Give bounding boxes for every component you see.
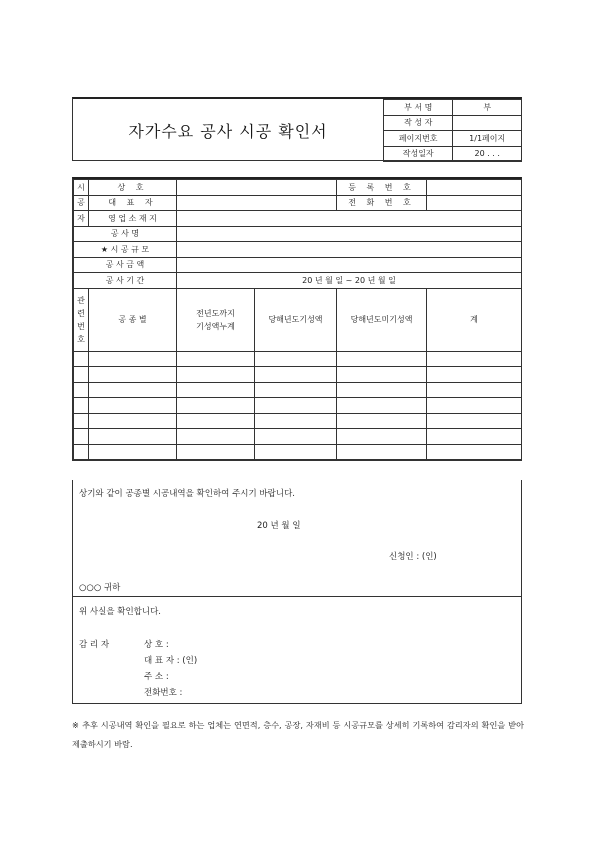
side-char: 시 [74,180,89,196]
phone-label: 전 화 번 호 [337,195,427,211]
meta-value-page: 1/1페이지 [453,131,522,147]
table-cell[interactable] [177,413,255,429]
supervisor-address[interactable]: 주 소 : [144,672,169,682]
confirm-statement: 위 사실을 확인합니다. [79,607,162,617]
table-cell[interactable] [89,398,177,414]
meta-value-dept[interactable]: 부 [453,100,522,116]
table-cell[interactable] [89,429,177,445]
total-header: 계 [427,288,522,351]
table-cell[interactable] [177,444,255,460]
table-cell[interactable] [427,398,522,414]
project-name-field[interactable] [177,226,522,242]
table-cell[interactable] [337,351,427,367]
table-cell[interactable] [427,413,522,429]
table-cell[interactable] [89,367,177,383]
rep-label: 대 표 자 [89,195,177,211]
supervisor-phone[interactable]: 전화번호 : [144,688,183,698]
current-undone-header: 당해년도미기성액 [337,288,427,351]
table-cell[interactable] [89,382,177,398]
project-amount-field[interactable] [177,257,522,273]
table-cell[interactable] [427,382,522,398]
prev-cumulative-header: 전년도까지 기성액누계 [177,288,255,351]
document-header [72,97,522,161]
table-cell[interactable] [74,444,89,460]
table-cell[interactable] [427,367,522,383]
table-cell[interactable] [89,413,177,429]
table-cell[interactable] [74,429,89,445]
table-cell[interactable] [427,444,522,460]
reg-number-field[interactable] [427,180,522,196]
side-char: 공 [74,195,89,211]
table-cell[interactable] [255,429,337,445]
table-cell[interactable] [337,444,427,460]
project-amount-label: 공 사 금 액 [74,257,177,273]
project-period-field[interactable]: 20 년 월 일 ~ 20 년 월 일 [177,273,522,289]
table-row [74,351,522,367]
meta-key-dept: 부 서 명 [384,100,453,116]
current-done-header: 당해년도기성액 [255,288,337,351]
request-text: 상기와 같이 공종별 시공내역을 확인하여 주시기 바랍니다. [79,489,295,499]
table-row [74,444,522,460]
table-cell[interactable] [177,351,255,367]
supervisor-rep[interactable]: 대 표 자 : (인) [144,656,198,666]
table-row [74,382,522,398]
company-field[interactable] [177,180,337,196]
related-number-header: 관 련 번 호 [74,288,89,351]
table-cell[interactable] [255,351,337,367]
table-cell[interactable] [255,413,337,429]
table-cell[interactable] [255,398,337,414]
table-cell[interactable] [74,367,89,383]
form-table [73,179,522,460]
meta-value-author[interactable] [453,115,522,131]
table-cell[interactable] [177,398,255,414]
table-cell[interactable] [337,398,427,414]
table-row [74,429,522,445]
table-cell[interactable] [255,444,337,460]
supervisor-label: 감 리 자 [79,640,110,650]
meta-key-author: 작 성 자 [384,115,453,131]
project-period-label: 공 사 기 간 [74,273,177,289]
project-name-label: 공 사 명 [74,226,177,242]
meta-key-date: 작성일자 [384,146,453,162]
table-cell[interactable] [89,444,177,460]
table-cell[interactable] [255,382,337,398]
addressee: ○○○ 귀하 [79,583,121,593]
meta-table [383,99,522,162]
meta-key-page: 페이지번호 [384,131,453,147]
reg-number-label: 등 록 번 호 [337,180,427,196]
table-row [74,413,522,429]
table-cell[interactable] [74,351,89,367]
table-cell[interactable] [427,429,522,445]
phone-field[interactable] [427,195,522,211]
table-cell[interactable] [177,429,255,445]
confirmation-section [72,597,522,704]
company-label: 상 호 [89,180,177,196]
work-type-header: 공 종 별 [89,288,177,351]
request-date[interactable]: 20 년 월 일 [257,521,301,531]
request-section [72,480,522,597]
table-cell[interactable] [337,429,427,445]
table-cell[interactable] [255,367,337,383]
table-cell[interactable] [74,413,89,429]
table-cell[interactable] [74,382,89,398]
address-field[interactable] [177,211,522,227]
address-label: 영 업 소 재 지 [89,211,177,227]
rep-field[interactable] [177,195,337,211]
table-row [74,398,522,414]
footnote: ※ 추후 시공내역 확인을 필요로 하는 업체는 연면적, 층수, 공장, 자재비 등 시공규모를 상세히 기록하여 감리자의 확인을 받아 제출하시기 바람. [72,720,524,749]
table-cell[interactable] [337,382,427,398]
project-scale-field[interactable] [177,242,522,258]
meta-value-date[interactable]: 20 . . . [453,146,522,162]
document-title: 자가수요 공사 시공 확인서 [128,121,328,141]
table-cell[interactable] [74,398,89,414]
project-scale-label: ★ 시 공 규 모 [74,242,177,258]
application-form [72,177,522,461]
table-cell[interactable] [427,351,522,367]
side-char: 자 [74,211,89,227]
table-row [74,367,522,383]
supervisor-company[interactable]: 상 호 : [144,640,169,650]
table-cell[interactable] [177,382,255,398]
applicant-signature[interactable]: 신청인 : (인) [389,552,437,562]
table-cell[interactable] [337,367,427,383]
table-cell[interactable] [89,351,177,367]
table-cell[interactable] [177,367,255,383]
table-cell[interactable] [337,413,427,429]
